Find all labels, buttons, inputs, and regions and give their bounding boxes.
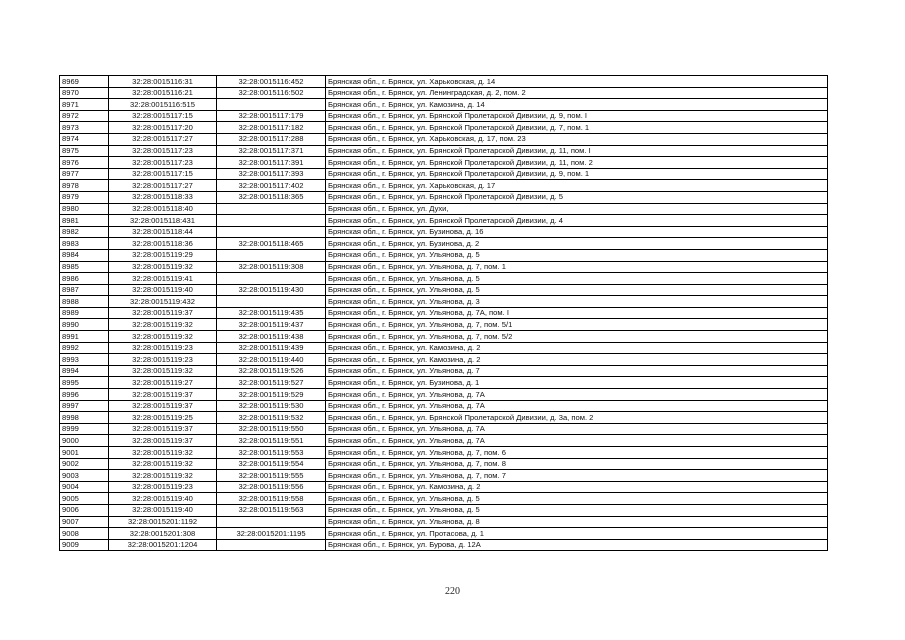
table-row [60,261,828,273]
address-cell: Брянская обл., г. Брянск, ул. Ульянова, д. 7, пом. 6 [326,447,828,459]
table-row [60,168,828,180]
cadastral-number-cell: 32:28:0015119:32 [109,458,217,470]
address-cell: Брянская обл., г. Брянск, ул. Ульянова, д. 5 [326,249,828,261]
row-number-cell: 9005 [60,493,109,505]
object-cadastral-number-cell: 32:28:0015119:550 [217,423,326,435]
table-row [60,133,828,145]
address-cell: Брянская обл., г. Брянск, ул. Бузинова, д. 1 [326,377,828,389]
table-row [60,354,828,366]
row-number-cell: 8997 [60,400,109,412]
cadastral-number-cell: 32:28:0015118:33 [109,191,217,203]
cadastral-number-cell: 32:28:0015119:25 [109,412,217,424]
address-cell: Брянская обл., г. Брянск, ул. Камозина, д. 2 [326,354,828,366]
cadastral-number-cell: 32:28:0015119:40 [109,504,217,516]
row-number-cell: 8988 [60,296,109,308]
object-cadastral-number-cell: 32:28:0015117:393 [217,168,326,180]
row-number-cell: 9003 [60,470,109,482]
row-number-cell: 8985 [60,261,109,273]
object-cadastral-number-cell: 32:28:0015117:179 [217,110,326,122]
table-row [60,342,828,354]
address-cell: Брянская обл., г. Брянск, ул. Харьковская, д. 17 [326,180,828,192]
row-number-cell: 9000 [60,435,109,447]
row-number-cell: 9008 [60,528,109,540]
object-cadastral-number-cell: 32:28:0015119:439 [217,342,326,354]
table-row [60,203,828,215]
object-cadastral-number-cell [217,296,326,308]
row-number-cell: 8977 [60,168,109,180]
cadastral-number-cell: 32:28:0015119:37 [109,423,217,435]
row-number-cell: 9006 [60,504,109,516]
object-cadastral-number-cell: 32:28:0015118:365 [217,191,326,203]
object-cadastral-number-cell: 32:28:0015119:555 [217,470,326,482]
row-number-cell: 8970 [60,87,109,99]
cadastral-number-cell: 32:28:0015119:32 [109,319,217,331]
address-cell: Брянская обл., г. Брянск, ул. Ульянова, д. 7, пом. 1 [326,261,828,273]
cadastral-number-cell: 32:28:0015117:23 [109,157,217,169]
cadastral-number-cell: 32:28:0015119:23 [109,481,217,493]
object-cadastral-number-cell: 32:28:0015119:308 [217,261,326,273]
object-cadastral-number-cell: 32:28:0015117:182 [217,122,326,134]
row-number-cell: 8979 [60,191,109,203]
cadastral-number-cell: 32:28:0015118:44 [109,226,217,238]
table-row [60,493,828,505]
cadastral-number-cell: 32:28:0015119:23 [109,342,217,354]
row-number-cell: 8990 [60,319,109,331]
object-cadastral-number-cell: 32:28:0015119:563 [217,504,326,516]
registry-table [59,75,828,551]
table-row [60,296,828,308]
table-row [60,215,828,227]
cadastral-number-cell: 32:28:0015201:1204 [109,539,217,551]
table-row [60,458,828,470]
row-number-cell: 8981 [60,215,109,227]
row-number-cell: 8984 [60,249,109,261]
address-cell: Брянская обл., г. Брянск, ул. Ульянова, д. 3 [326,296,828,308]
address-cell: Брянская обл., г. Брянск, ул. Харьковская, д. 17, пом. 23 [326,133,828,145]
row-number-cell: 9009 [60,539,109,551]
registry-table-body [60,76,828,551]
object-cadastral-number-cell: 32:28:0015119:558 [217,493,326,505]
cadastral-number-cell: 32:28:0015119:29 [109,249,217,261]
table-row [60,539,828,551]
cadastral-number-cell: 32:28:0015119:41 [109,273,217,285]
cadastral-number-cell: 32:28:0015118:431 [109,215,217,227]
cadastral-number-cell: 32:28:0015116:21 [109,87,217,99]
address-cell: Брянская обл., г. Брянск, ул. Ульянова, д. 7А, пом. I [326,307,828,319]
address-cell: Брянская обл., г. Брянск, ул. Ульянова, д. 7, пом. 7 [326,470,828,482]
cadastral-number-cell: 32:28:0015117:27 [109,180,217,192]
table-row [60,504,828,516]
address-cell: Брянская обл., г. Брянск, ул. Ульянова, д. 5 [326,284,828,296]
object-cadastral-number-cell [217,203,326,215]
cadastral-number-cell: 32:28:0015119:37 [109,307,217,319]
cadastral-number-cell: 32:28:0015117:20 [109,122,217,134]
cadastral-number-cell: 32:28:0015117:27 [109,133,217,145]
table-row [60,249,828,261]
row-number-cell: 8980 [60,203,109,215]
table-row [60,238,828,250]
table-row [60,400,828,412]
table-row [60,145,828,157]
cadastral-number-cell: 32:28:0015119:23 [109,354,217,366]
object-cadastral-number-cell: 32:28:0015116:452 [217,76,326,88]
row-number-cell: 8978 [60,180,109,192]
address-cell: Брянская обл., г. Брянск, ул. Бурова, д. 12А [326,539,828,551]
object-cadastral-number-cell: 32:28:0015119:530 [217,400,326,412]
address-cell: Брянская обл., г. Брянск, ул. Духи, [326,203,828,215]
table-row [60,331,828,343]
table-row [60,389,828,401]
row-number-cell: 9007 [60,516,109,528]
row-number-cell: 8986 [60,273,109,285]
address-cell: Брянская обл., г. Брянск, ул. Камозина, д. 2 [326,481,828,493]
address-cell: Брянская обл., г. Брянск, ул. Ульянова, д. 5 [326,504,828,516]
cadastral-number-cell: 32:28:0015201:308 [109,528,217,540]
object-cadastral-number-cell: 32:28:0015118:465 [217,238,326,250]
object-cadastral-number-cell: 32:28:0015117:288 [217,133,326,145]
object-cadastral-number-cell [217,226,326,238]
object-cadastral-number-cell: 32:28:0015119:532 [217,412,326,424]
address-cell: Брянская обл., г. Брянск, ул. Бузинова, д. 16 [326,226,828,238]
object-cadastral-number-cell: 32:28:0015201:1195 [217,528,326,540]
address-cell: Брянская обл., г. Брянск, ул. Ульянова, д. 7А [326,435,828,447]
address-cell: Брянская обл., г. Брянск, ул. Ульянова, д. 8 [326,516,828,528]
cadastral-number-cell: 32:28:0015118:36 [109,238,217,250]
cadastral-number-cell: 32:28:0015119:40 [109,493,217,505]
address-cell: Брянская обл., г. Брянск, ул. Брянской Пролетарской Дивизии, д. 11, пом. 2 [326,157,828,169]
address-cell: Брянская обл., г. Брянск, ул. Ульянова, д. 7А [326,389,828,401]
object-cadastral-number-cell [217,273,326,285]
address-cell: Брянская обл., г. Брянск, ул. Ульянова, д. 7А [326,400,828,412]
row-number-cell: 8994 [60,365,109,377]
object-cadastral-number-cell [217,539,326,551]
row-number-cell: 8999 [60,423,109,435]
cadastral-number-cell: 32:28:0015119:37 [109,400,217,412]
table-row [60,122,828,134]
object-cadastral-number-cell: 32:28:0015119:440 [217,354,326,366]
object-cadastral-number-cell: 32:28:0015119:435 [217,307,326,319]
table-row [60,180,828,192]
table-row [60,319,828,331]
table-row [60,528,828,540]
row-number-cell: 9002 [60,458,109,470]
row-number-cell: 8971 [60,99,109,111]
cadastral-number-cell: 32:28:0015119:37 [109,435,217,447]
cadastral-number-cell: 32:28:0015119:32 [109,470,217,482]
object-cadastral-number-cell [217,99,326,111]
object-cadastral-number-cell: 32:28:0015117:391 [217,157,326,169]
table-row [60,423,828,435]
cadastral-number-cell: 32:28:0015119:32 [109,365,217,377]
table-row [60,377,828,389]
address-cell: Брянская обл., г. Брянск, ул. Ленинградская, д. 2, пом. 2 [326,87,828,99]
table-row [60,76,828,88]
cadastral-number-cell: 32:28:0015201:1192 [109,516,217,528]
row-number-cell: 8973 [60,122,109,134]
table-row [60,470,828,482]
table-row [60,110,828,122]
row-number-cell: 8974 [60,133,109,145]
row-number-cell: 8976 [60,157,109,169]
address-cell: Брянская обл., г. Брянск, ул. Бузинова, д. 2 [326,238,828,250]
address-cell: Брянская обл., г. Брянск, ул. Ульянова, д. 7А [326,423,828,435]
address-cell: Брянская обл., г. Брянск, ул. Ульянова, д. 5 [326,493,828,505]
row-number-cell: 8982 [60,226,109,238]
object-cadastral-number-cell: 32:28:0015119:527 [217,377,326,389]
object-cadastral-number-cell: 32:28:0015119:437 [217,319,326,331]
cadastral-number-cell: 32:28:0015116:515 [109,99,217,111]
object-cadastral-number-cell: 32:28:0015119:438 [217,331,326,343]
table-row [60,435,828,447]
table-row [60,157,828,169]
object-cadastral-number-cell [217,215,326,227]
row-number-cell: 8975 [60,145,109,157]
cadastral-number-cell: 32:28:0015119:432 [109,296,217,308]
row-number-cell: 9001 [60,447,109,459]
cadastral-number-cell: 32:28:0015116:31 [109,76,217,88]
row-number-cell: 8987 [60,284,109,296]
object-cadastral-number-cell: 32:28:0015119:553 [217,447,326,459]
table-row [60,87,828,99]
address-cell: Брянская обл., г. Брянск, ул. Брянской Пролетарской Дивизии, д. 9, пом. I [326,110,828,122]
address-cell: Брянская обл., г. Брянск, ул. Брянской Пролетарской Дивизии, д. 7, пом. 1 [326,122,828,134]
row-number-cell: 8969 [60,76,109,88]
cadastral-number-cell: 32:28:0015119:32 [109,331,217,343]
address-cell: Брянская обл., г. Брянск, ул. Ульянова, д. 7 [326,365,828,377]
object-cadastral-number-cell: 32:28:0015116:502 [217,87,326,99]
row-number-cell: 8989 [60,307,109,319]
table-row [60,481,828,493]
address-cell: Брянская обл., г. Брянск, ул. Брянской Пролетарской Дивизии, д. 11, пом. I [326,145,828,157]
address-cell: Брянская обл., г. Брянск, ул. Харьковская, д. 14 [326,76,828,88]
address-cell: Брянская обл., г. Брянск, ул. Брянской Пролетарской Дивизии, д. 5 [326,191,828,203]
address-cell: Брянская обл., г. Брянск, ул. Ульянова, д. 7, пом. 5/2 [326,331,828,343]
address-cell: Брянская обл., г. Брянск, ул. Ульянова, д. 5 [326,273,828,285]
cadastral-number-cell: 32:28:0015119:40 [109,284,217,296]
cadastral-number-cell: 32:28:0015117:15 [109,110,217,122]
object-cadastral-number-cell: 32:28:0015119:529 [217,389,326,401]
object-cadastral-number-cell: 32:28:0015117:402 [217,180,326,192]
object-cadastral-number-cell: 32:28:0015119:554 [217,458,326,470]
address-cell: Брянская обл., г. Брянск, ул. Камозина, д. 2 [326,342,828,354]
cadastral-number-cell: 32:28:0015119:32 [109,261,217,273]
table-row [60,191,828,203]
address-cell: Брянская обл., г. Брянск, ул. Брянской Пролетарской Дивизии, д. 9, пом. 1 [326,168,828,180]
object-cadastral-number-cell [217,249,326,261]
cadastral-number-cell: 32:28:0015119:27 [109,377,217,389]
table-row [60,412,828,424]
cadastral-number-cell: 32:28:0015119:37 [109,389,217,401]
cadastral-number-cell: 32:28:0015117:15 [109,168,217,180]
row-number-cell: 8998 [60,412,109,424]
address-cell: Брянская обл., г. Брянск, ул. Камозина, д. 14 [326,99,828,111]
table-row [60,365,828,377]
address-cell: Брянская обл., г. Брянск, ул. Ульянова, д. 7, пом. 8 [326,458,828,470]
address-cell: Брянская обл., г. Брянск, ул. Брянской Пролетарской Дивизии, д. 4 [326,215,828,227]
row-number-cell: 8972 [60,110,109,122]
object-cadastral-number-cell: 32:28:0015119:556 [217,481,326,493]
row-number-cell: 8983 [60,238,109,250]
row-number-cell: 8991 [60,331,109,343]
table-row [60,516,828,528]
object-cadastral-number-cell: 32:28:0015117:371 [217,145,326,157]
object-cadastral-number-cell: 32:28:0015119:551 [217,435,326,447]
cadastral-number-cell: 32:28:0015117:23 [109,145,217,157]
table-row [60,226,828,238]
page-number: 220 [445,586,460,597]
row-number-cell: 8993 [60,354,109,366]
object-cadastral-number-cell [217,516,326,528]
cadastral-number-cell: 32:28:0015118:40 [109,203,217,215]
address-cell: Брянская обл., г. Брянск, ул. Брянской Пролетарской Дивизии, д. 3а, пом. 2 [326,412,828,424]
row-number-cell: 9004 [60,481,109,493]
address-cell: Брянская обл., г. Брянск, ул. Ульянова, д. 7, пом. 5/1 [326,319,828,331]
row-number-cell: 8992 [60,342,109,354]
table-row [60,284,828,296]
table-row [60,99,828,111]
row-number-cell: 8995 [60,377,109,389]
row-number-cell: 8996 [60,389,109,401]
table-row [60,307,828,319]
table-row [60,447,828,459]
object-cadastral-number-cell: 32:28:0015119:526 [217,365,326,377]
object-cadastral-number-cell: 32:28:0015119:430 [217,284,326,296]
address-cell: Брянская обл., г. Брянск, ул. Протасова, д. 1 [326,528,828,540]
cadastral-number-cell: 32:28:0015119:32 [109,447,217,459]
table-row [60,273,828,285]
